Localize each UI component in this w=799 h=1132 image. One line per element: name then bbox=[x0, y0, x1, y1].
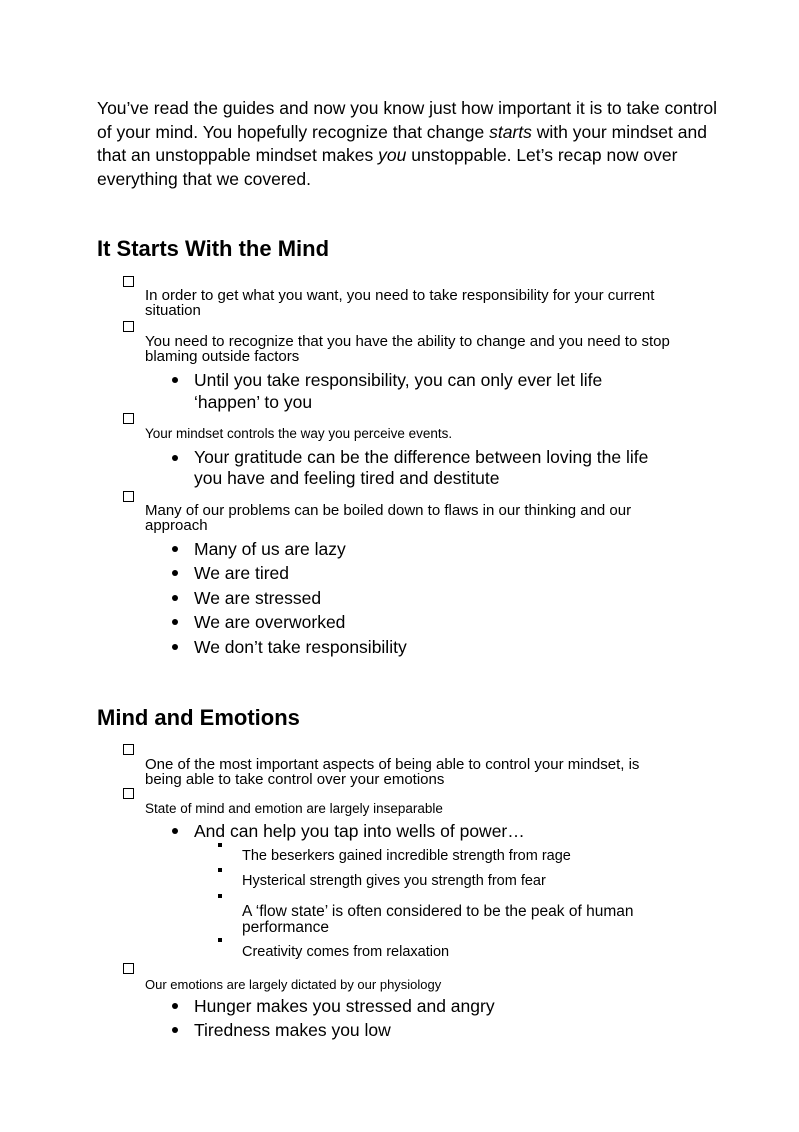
checkbox-icon bbox=[123, 413, 134, 424]
intro-emphasis-starts: starts bbox=[489, 121, 532, 142]
intro-text-2: with your mindset and that an unstoppable mindset makes bbox=[97, 121, 707, 165]
sub-bullet-item: A ‘flow state’ is often considered to be the peak of human performance bbox=[242, 903, 634, 936]
intro-text-1: You’ve read the guides and now you know just how important it is to take control of your mind. You hopefully recognize that change bbox=[97, 98, 717, 142]
intro-text-3: unstoppable. Let’s recap now over everything that we covered. bbox=[97, 145, 678, 189]
bullet-item: Hunger makes you stressed and angry bbox=[194, 996, 495, 1016]
bullet-item: Many of us are lazy bbox=[194, 539, 346, 559]
checkbox-icon bbox=[123, 321, 134, 332]
checklist-item: State of mind and emotion are largely inseparable bbox=[145, 801, 443, 816]
bullet-item: We are overworked bbox=[194, 612, 346, 632]
checklist-item: In order to get what you want, you need to take responsibility for your current situation bbox=[145, 287, 655, 319]
square-bullet-icon bbox=[218, 894, 222, 898]
checkbox-icon bbox=[123, 788, 134, 799]
bullet-item: We are stressed bbox=[194, 588, 322, 608]
checkbox-icon bbox=[123, 963, 134, 974]
bullet-item: We are tired bbox=[194, 563, 289, 583]
sub-bullet-item: Creativity comes from relaxation bbox=[242, 944, 450, 960]
bullet-item: We don’t take responsibility bbox=[194, 637, 407, 657]
square-bullet-icon bbox=[218, 843, 222, 847]
intro-paragraph bbox=[97, 97, 717, 191]
square-bullet-icon bbox=[218, 938, 222, 942]
checklist-item: Your mindset controls the way you perceive events. bbox=[145, 426, 453, 441]
intro-emphasis-you: you bbox=[378, 145, 407, 165]
section-heading-mind: It Starts With the Mind bbox=[97, 236, 330, 261]
checklist-item: Many of our problems can be boiled down to flaws in our thinking and our approach bbox=[145, 502, 632, 534]
section-heading-emotions: Mind and Emotions bbox=[97, 705, 300, 730]
sub-bullet-item: Hysterical strength gives you strength from fear bbox=[242, 873, 546, 889]
sub-bullet-item: The beserkers gained incredible strength from rage bbox=[242, 848, 571, 864]
checkbox-icon bbox=[123, 276, 134, 287]
bullet-item: Your gratitude can be the difference between loving the life you have and feeling tired and destitute bbox=[194, 447, 649, 488]
checklist-item: One of the most important aspects of being able to control your mindset, is being able to take control over your emotions bbox=[145, 756, 640, 788]
checkbox-icon bbox=[123, 491, 134, 502]
checkbox-icon bbox=[123, 744, 134, 755]
checklist-item: Our emotions are largely dictated by our physiology bbox=[145, 977, 442, 992]
bullet-item: Until you take responsibility, you can only ever let life ‘happen’ to you bbox=[194, 370, 603, 412]
bullet-item: And can help you tap into wells of power… bbox=[194, 821, 525, 841]
checklist-item: You need to recognize that you have the ability to change and you need to stop blaming outside factors bbox=[145, 333, 670, 365]
square-bullet-icon bbox=[218, 868, 222, 872]
bullet-item: Tiredness makes you low bbox=[194, 1020, 391, 1040]
